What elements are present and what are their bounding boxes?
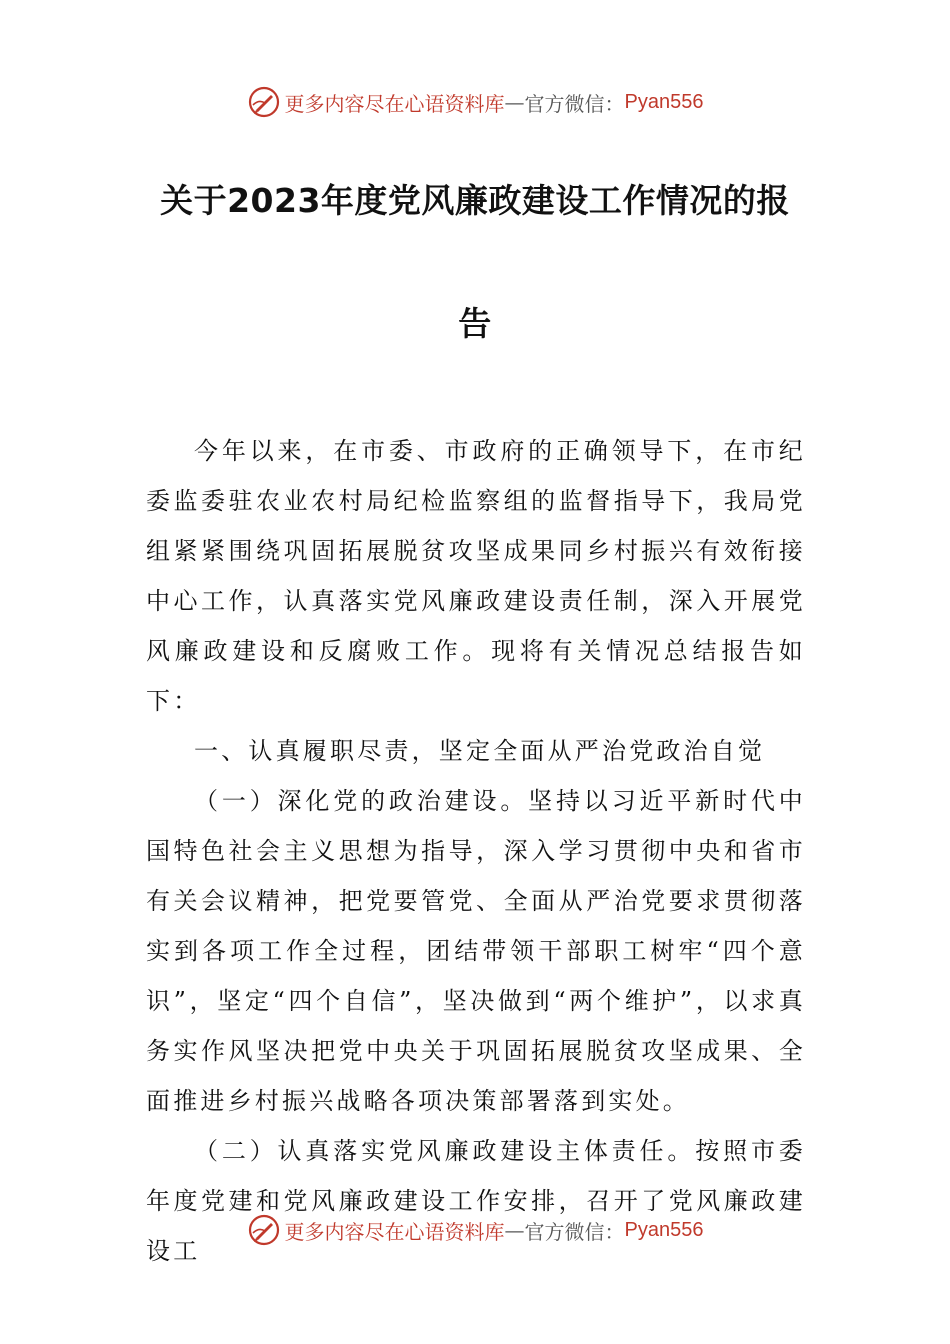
watermark-wechat-id: Pyan556 <box>624 90 704 113</box>
body-paragraph-subsection-2: （二）认真落实党风廉政建设主体责任。按照市委年度党建和党风廉政建设工作安排，召开了党风廉政建设工 <box>146 1137 806 1265</box>
watermark-banner-top <box>0 82 950 122</box>
watermark-separator: — <box>504 1218 525 1242</box>
watermark-wechat-id: Pyan556 <box>624 1218 704 1241</box>
document-title-line-1: 关于2023年度党风廉政建设工作情况的报 <box>160 181 790 220</box>
watermark-brand: 更多内容尽在心语资料库 <box>284 1219 505 1244</box>
body-paragraph-intro: 今年以来，在市委、市政府的正确领导下，在市纪委监委驻农业农村局纪检监察组的监督指导下，我局党组紧紧围绕巩固拓展脱贫攻坚成果同乡村振兴有效衔接中心工作，认真落实党风廉政建设责任制，深入开展党风廉政建设和反腐败工作。现将有关情况总结报告如下： <box>146 437 806 715</box>
watermark-contact-label: 官方微信： <box>524 1219 625 1244</box>
watermark-separator: — <box>504 90 525 114</box>
watermark-brand: 更多内容尽在心语资料库 <box>284 91 505 116</box>
watermark-contact-label: 官方微信： <box>524 91 625 116</box>
section-heading-1: 一、认真履职尽责，坚定全面从严治党政治自觉 <box>194 737 766 765</box>
document-body <box>146 426 806 1276</box>
pen-logo-icon <box>247 1213 281 1247</box>
watermark-banner-bottom <box>0 1210 950 1250</box>
document-title-line-2: 告 <box>458 304 492 343</box>
pen-logo-icon <box>247 85 281 119</box>
body-paragraph-subsection-1: （一）深化党的政治建设。坚持以习近平新时代中国特色社会主义思想为指导，深入学习贯彻中央和省市有关会议精神，把党要管党、全面从严治党要求贯彻落实到各项工作全过程，团结带领干部职工树牢“四个意识”，坚定“四个自信”，坚决做到“两个维护”，以求真务实作风坚决把党中央关于巩固拓展脱贫攻坚成果、全面推进乡村振兴战略各项决策部署落到实处。 <box>146 787 806 1115</box>
